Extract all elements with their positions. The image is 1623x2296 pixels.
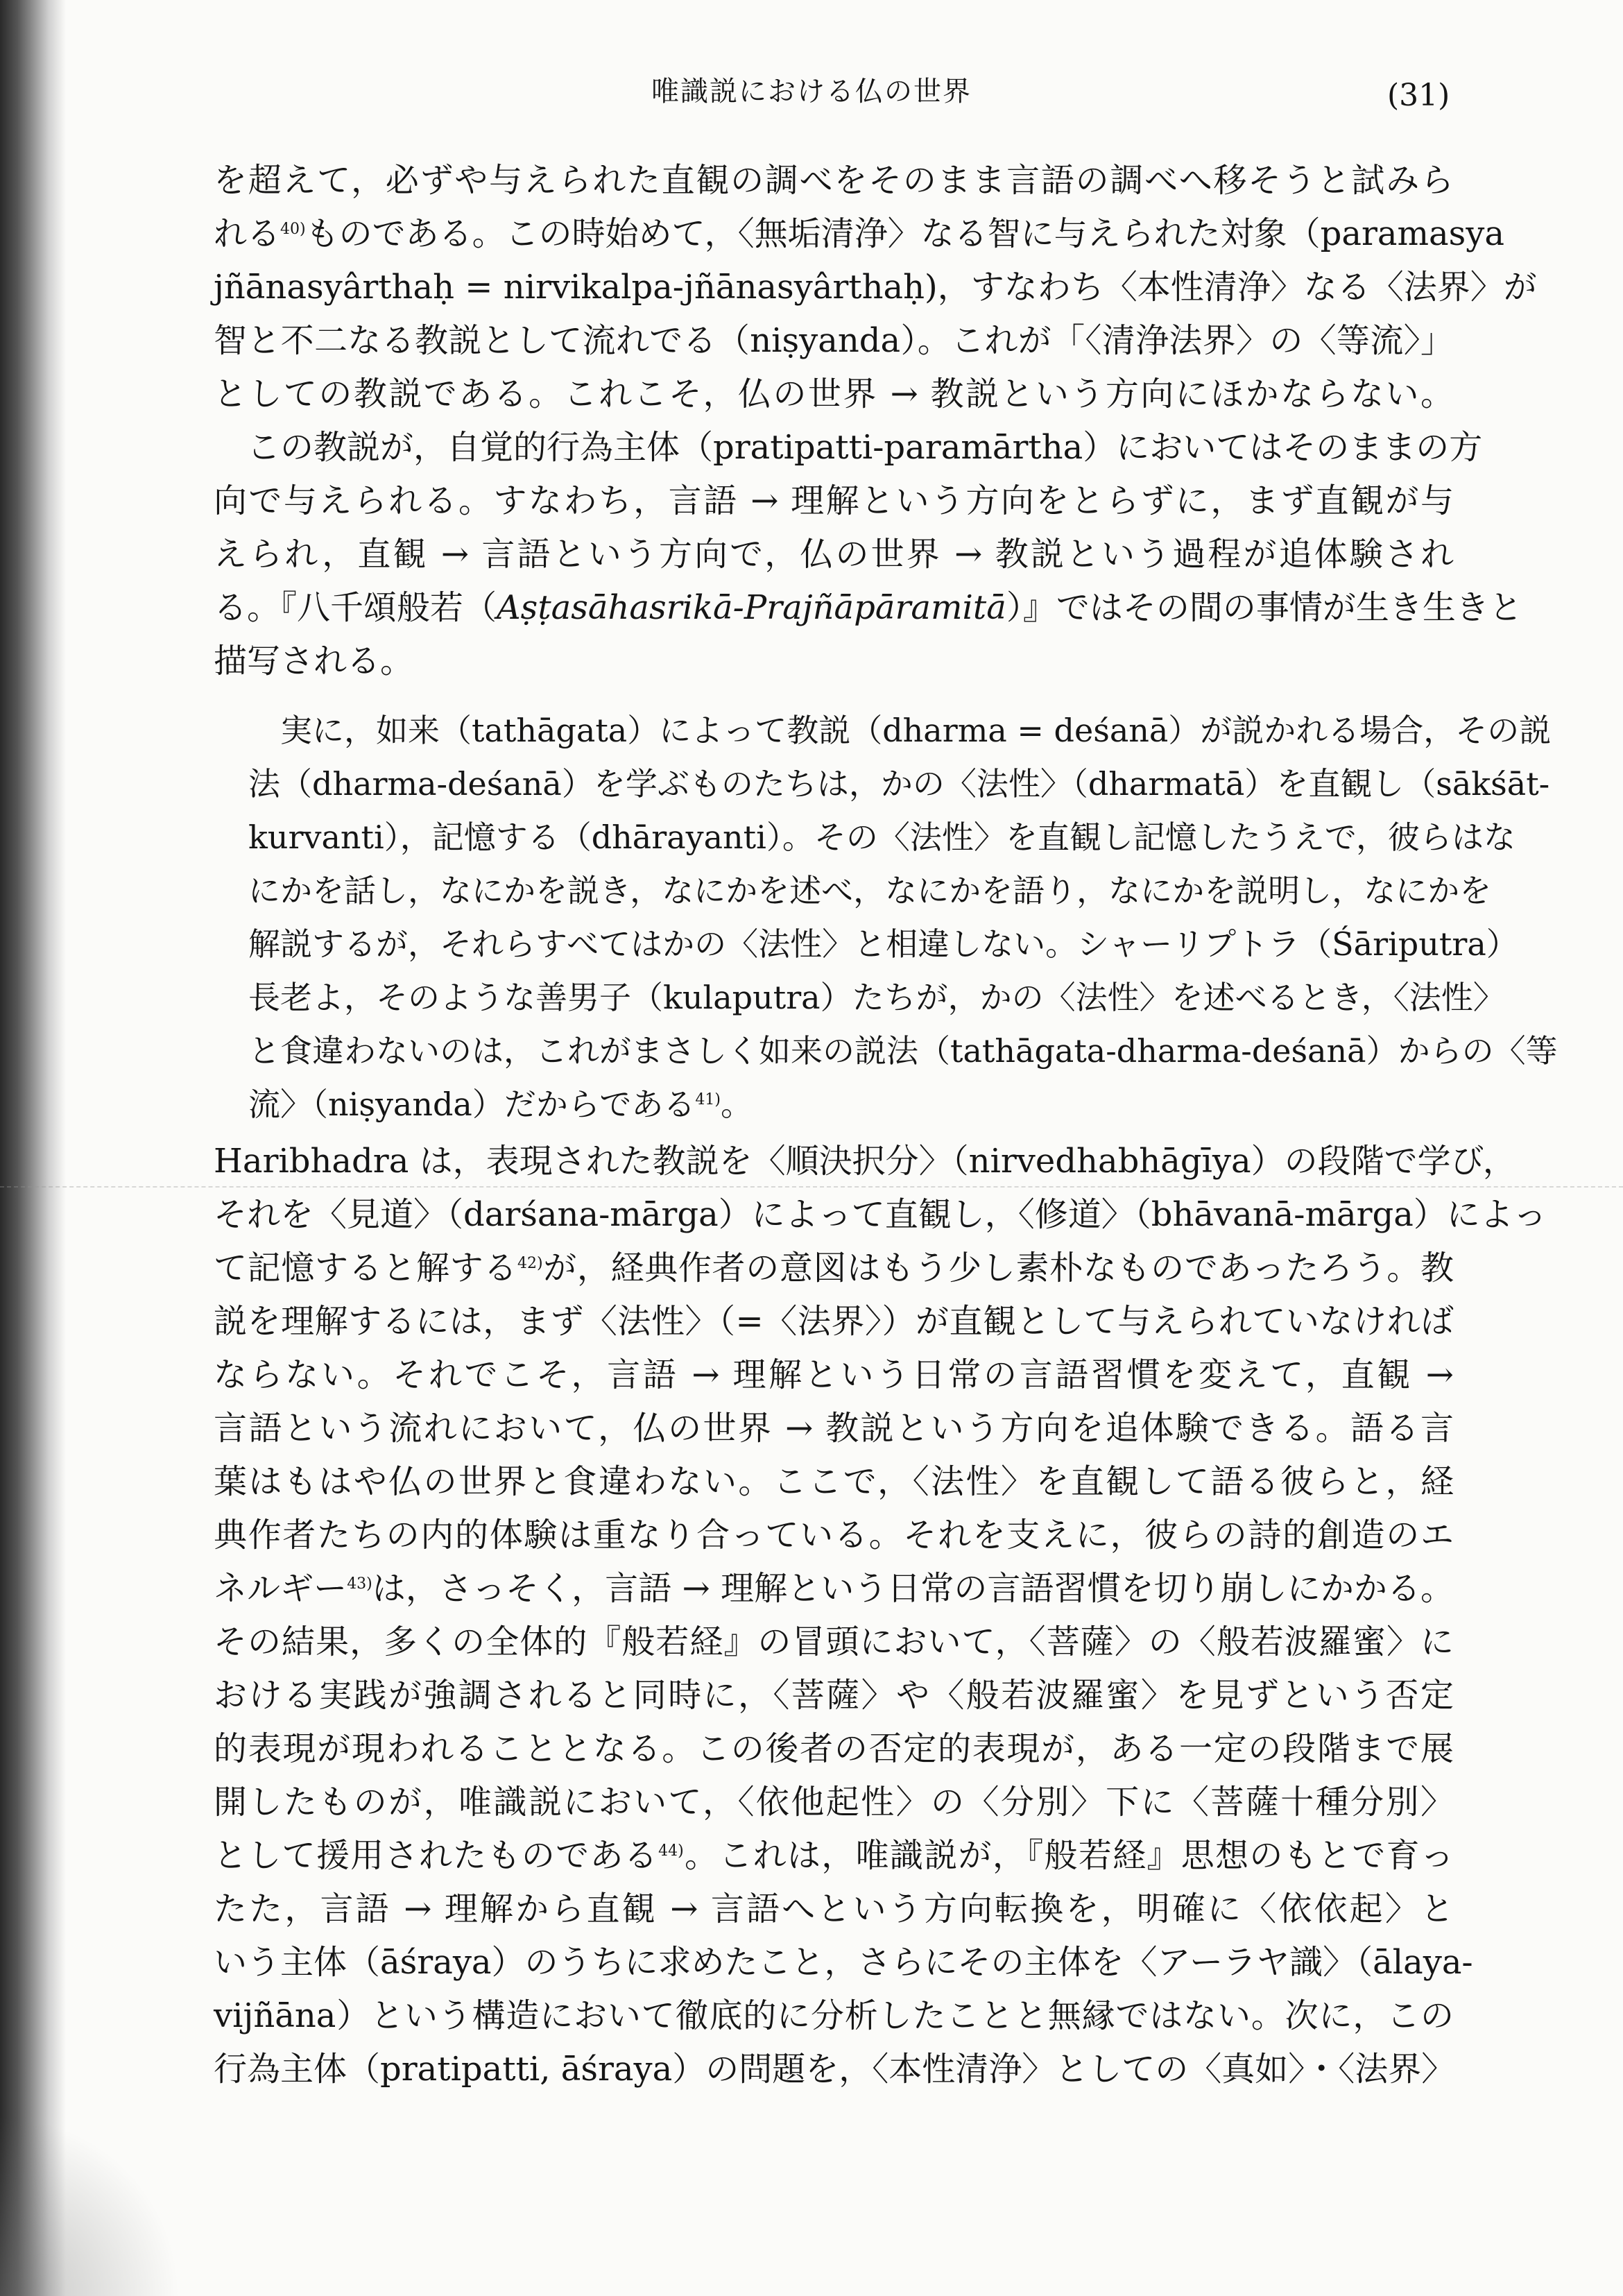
text-segment: それを〈見道〉（darśana-mārga）によって直観し，〈修道〉（bhāvanā-mārga）によっ — [214, 1195, 1547, 1234]
text-line — [214, 528, 1454, 581]
text-segment: 。これは，唯識説が，『般若経』思想のもとで育っ — [683, 1836, 1454, 1875]
text-segment: おける実践が強調されると同時に，〈菩薩〉や〈般若波羅蜜〉を見ずという否定 — [214, 1676, 1454, 1715]
text-segment: 智と不二なる教説として流れでる（niṣyanda）。これが「〈清浄法界〉の〈等流〉」 — [214, 321, 1454, 360]
scan-corner-shadow — [0, 2116, 180, 2296]
text-line — [214, 368, 1454, 421]
text-line — [214, 1669, 1454, 1722]
text-segment: 法（dharma-deśanā）を学ぶものたちは，かの〈法性〉（dharmatā）を直観し（sākśāt- — [248, 765, 1550, 803]
text-segment: 典作者たちの内的体験は重なり合っている。それを支えに，彼らの詩的創造のエ — [214, 1516, 1454, 1554]
text-segment: いう主体（āśraya）のうちに求めたこと，さらにその主体を〈アーラヤ識〉（ālaya- — [214, 1943, 1473, 1982]
text-line — [214, 1242, 1454, 1295]
text-line — [248, 971, 1505, 1025]
footnote-number: 40) — [280, 221, 306, 238]
text-segment: にかを話し，なにかを説き，なにかを述べ，なにかを語り，なにかを説明し，なにかを — [248, 872, 1492, 909]
footnote-number: 43) — [347, 1575, 372, 1593]
text-line — [214, 2043, 1454, 2096]
footnote-number: 44) — [658, 1842, 684, 1860]
text-segment: と食違わないのは，これがまさしく如来の説法（tathāgata-dharma-deśanā）からの〈等 — [248, 1032, 1558, 1070]
text-segment: が，経典作者の意図はもう少し素朴なものであったろう。教 — [542, 1249, 1454, 1287]
text-segment: 流〉（niṣyanda）だからである — [248, 1086, 696, 1123]
paragraph-2 — [214, 1135, 1547, 2096]
text-line — [248, 918, 1518, 971]
text-segment: kurvanti），記憶する（dhārayanti）。その〈法性〉を直観し記憶したうえで，彼らはな — [248, 819, 1515, 856]
text-segment: えられ，直観 → 言語という方向で，仏の世界 → 教説という過程が追体験され — [214, 535, 1454, 574]
block-quote — [248, 704, 1558, 1131]
text-segment: ならない。それでこそ，言語 → 理解という日常の言語習慣を変えて，直観 → — [214, 1355, 1454, 1394]
text-line — [248, 1078, 1454, 1131]
text-line — [214, 1135, 1516, 1188]
text-line — [214, 474, 1454, 528]
text-line — [214, 1776, 1454, 1829]
text-segment: としての教説である。これこそ，仏の世界 → 教説という方向にほかならない。 — [214, 375, 1454, 413]
italic-title: Aṣṭasāhasrikā-Prajñāpāramitā — [497, 588, 1006, 627]
text-line — [214, 635, 1454, 688]
text-line — [214, 261, 1537, 314]
text-line — [214, 421, 1483, 474]
text-segment: ）』ではその間の事情が生き生きと — [1006, 588, 1522, 627]
running-title: 唯識説における仏の世界 — [651, 76, 972, 108]
text-line — [214, 1188, 1547, 1242]
text-line — [248, 864, 1492, 918]
text-segment: を超えて，必ずや与えられた直観の調べをそのまま言語の調べへ移そうと試みら — [214, 161, 1454, 200]
text-segment: 実に，如来（tathāgata）によって教説（dharma = deśanā）が説かれる場合，その説 — [248, 712, 1552, 749]
text-segment: jñānasyârthaḥ = nirvikalpa-jñānasyârthaḥ)，すなわち〈本性清浄〉なる〈法界〉が — [214, 268, 1537, 307]
text-segment: て記憶すると解する — [214, 1249, 517, 1287]
text-segment: ものである。この時始めて，〈無垢清浄〉なる智に与えられた対象（paramasya — [305, 214, 1505, 253]
text-line — [214, 154, 1454, 207]
footnote-number: 41) — [695, 1091, 721, 1108]
text-segment: 葉はもはや仏の世界と食違わない。ここで，〈法性〉を直観して語る彼らと，経 — [214, 1462, 1454, 1501]
text-line — [214, 1829, 1454, 1883]
text-line — [214, 1722, 1454, 1776]
text-segment: ネルギー — [214, 1569, 347, 1608]
text-segment: たた，言語 → 理解から直観 → 言語へという方向転換を，明確に〈依依起〉と — [214, 1890, 1454, 1928]
text-line — [214, 1936, 1473, 1989]
text-segment: vijñāna）という構造において徹底的に分析したことと無縁ではない。次に，この — [214, 1996, 1454, 2035]
text-line — [248, 704, 1552, 757]
text-segment: 説を理解するには，まず〈法性〉（=〈法界〉）が直観として与えられていなければ — [214, 1302, 1454, 1341]
text-line — [214, 1616, 1454, 1669]
text-segment: 行為主体（pratipatti, āśraya）の問題を，〈本性清浄〉としての〈真如〉・〈法界〉 — [214, 2050, 1455, 2089]
text-line — [214, 1883, 1454, 1936]
page-number: (31) — [1387, 78, 1450, 113]
text-segment: として援用されたものである — [214, 1836, 659, 1875]
text-segment: 解説するが，それらすべてはかの〈法性〉と相違しない。シャーリプトラ（Śāriputra） — [248, 925, 1518, 963]
text-segment: れる — [214, 214, 281, 253]
text-line — [214, 314, 1454, 368]
text-segment: その結果，多くの全体的『般若経』の冒頭において，〈菩薩〉の〈般若波羅蜜〉に — [214, 1622, 1454, 1661]
text-line — [214, 1509, 1454, 1562]
scan-binding-shadow — [0, 0, 66, 2296]
footnote-number: 42) — [517, 1255, 543, 1272]
text-line — [214, 1402, 1454, 1455]
text-segment: 向で与えられる。すなわち，言語 → 理解という方向をとらずに，まず直観が与 — [214, 481, 1454, 520]
text-segment: 的表現が現われることとなる。この後者の否定的表現が，ある一定の段階まで展 — [214, 1729, 1454, 1768]
text-line — [214, 1348, 1454, 1402]
text-segment: 長老よ，そのような善男子（kulaputra）たちが，かの〈法性〉を述べるとき，〈法性〉 — [248, 979, 1505, 1016]
text-segment: は，さっそく，言語 → 理解という日常の言語習慣を切り崩しにかかる。 — [372, 1569, 1454, 1608]
text-line — [248, 757, 1550, 811]
text-segment: 言語という流れにおいて，仏の世界 → 教説という方向を追体験できる。語る言 — [214, 1409, 1454, 1448]
text-line — [214, 581, 1522, 635]
text-segment: 。 — [720, 1086, 753, 1123]
paragraph-1 — [214, 154, 1537, 688]
text-line — [248, 811, 1515, 864]
text-line — [214, 1562, 1454, 1616]
text-line — [214, 1989, 1454, 2043]
text-segment: る。『八千頌般若（ — [214, 588, 497, 627]
text-line — [248, 1025, 1558, 1078]
text-line — [214, 1455, 1454, 1509]
text-segment: この教説が，自覚的行為主体（pratipatti-paramārtha）においてはそのままの方 — [214, 428, 1483, 467]
text-line — [214, 1295, 1454, 1348]
text-line — [214, 207, 1505, 261]
text-segment: Haribhadra は，表現された教説を〈順決択分〉（nirvedhabhāgīya）の段階で学び， — [214, 1142, 1516, 1181]
text-segment: 開したものが，唯識説において，〈依他起性〉の〈分別〉下に〈菩薩十種分別〉 — [214, 1783, 1454, 1822]
text-segment: 描写される。 — [214, 642, 414, 680]
